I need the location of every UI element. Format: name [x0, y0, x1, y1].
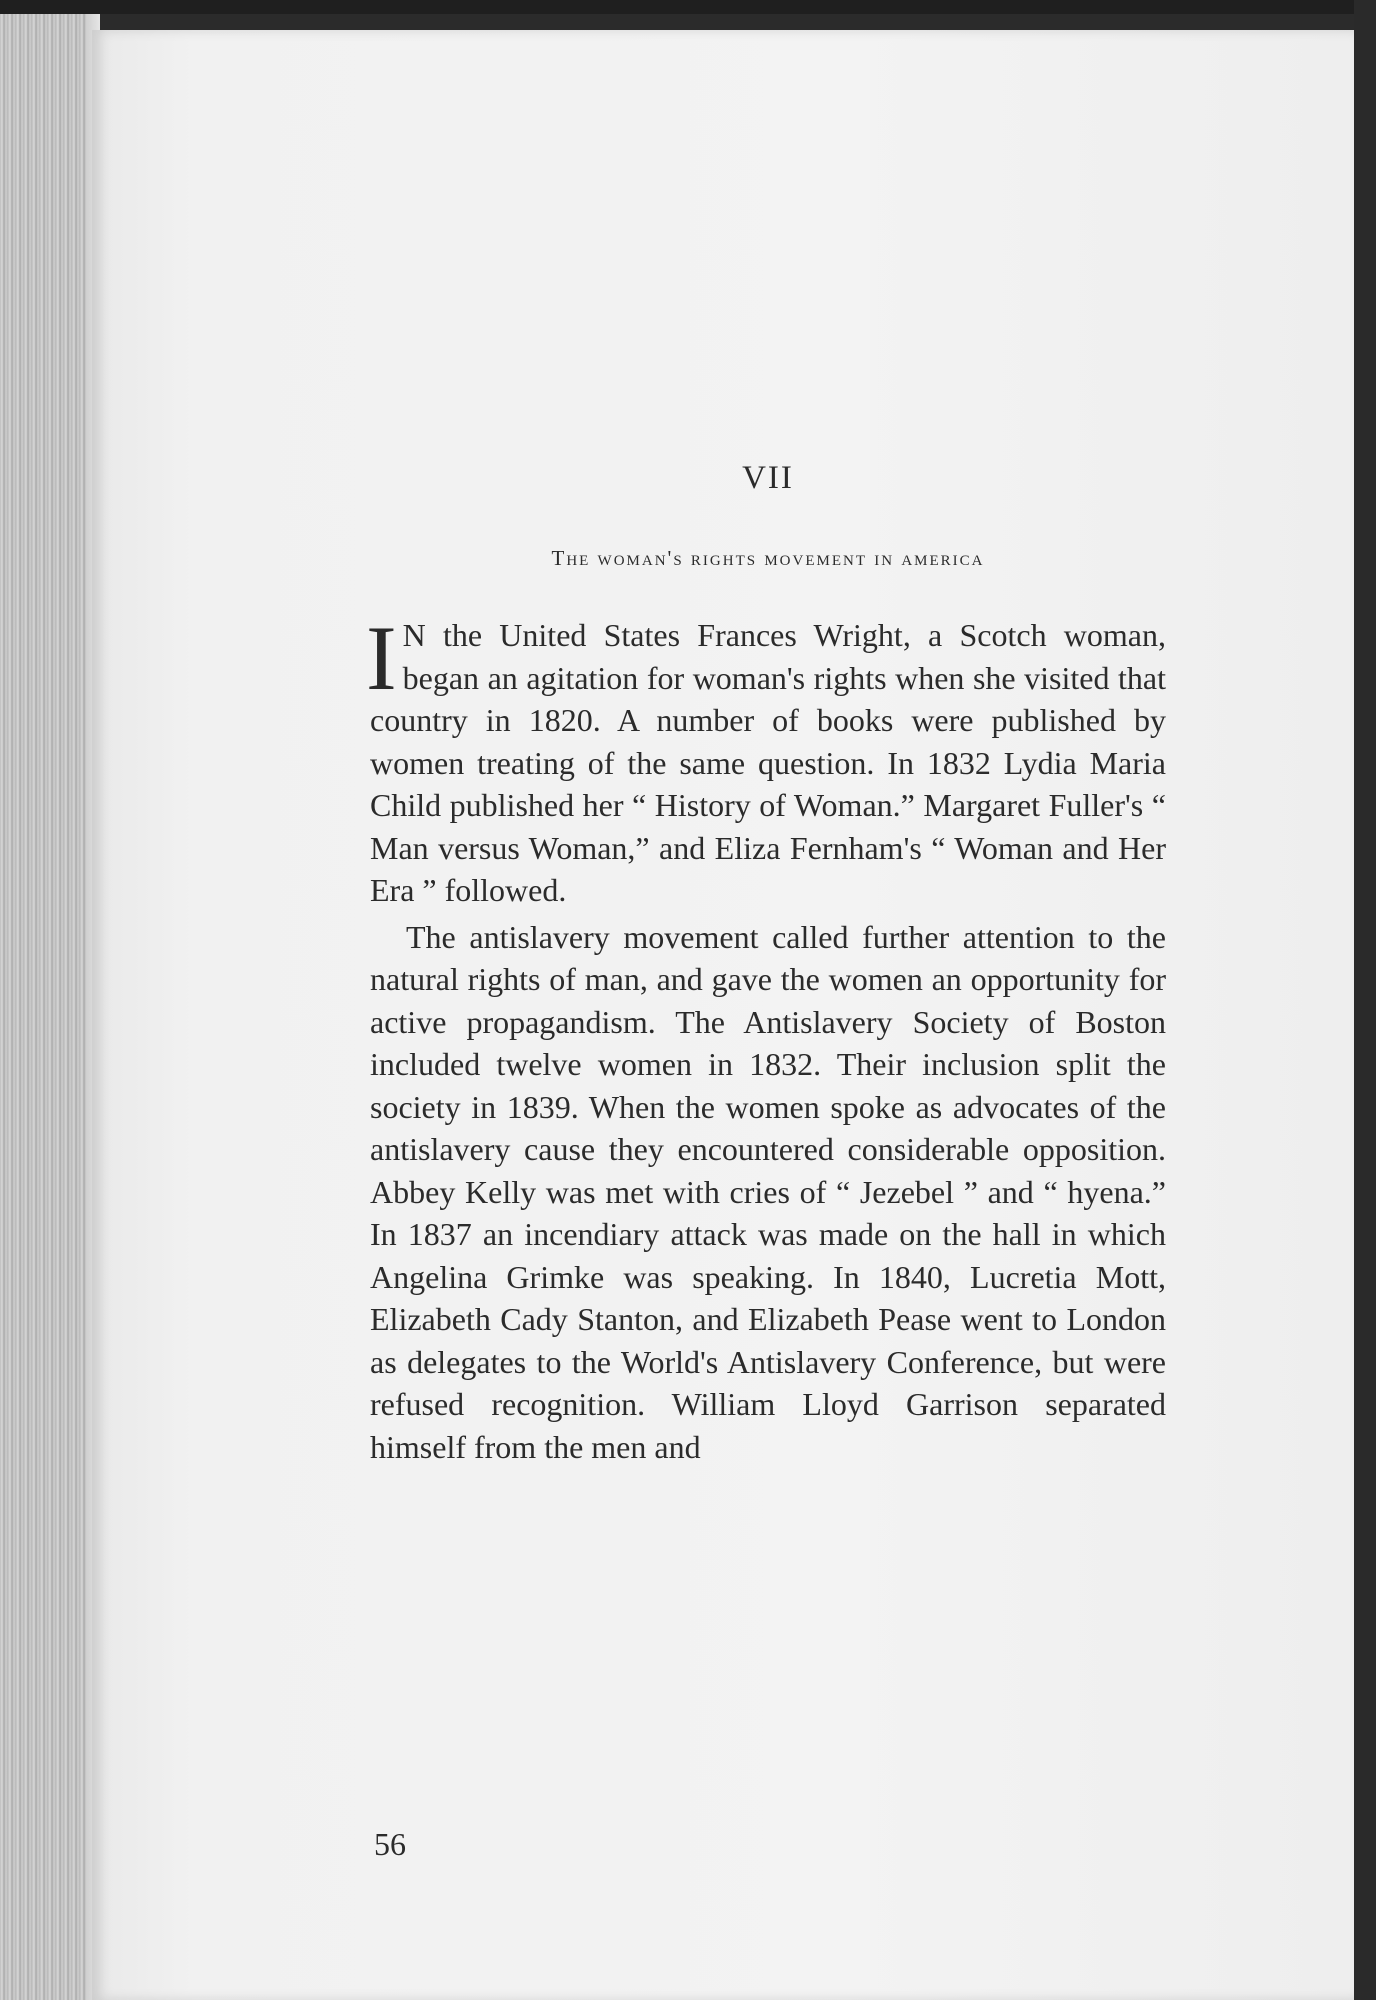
book-page-edges: [0, 14, 100, 2000]
page-number: 56: [374, 1826, 406, 1862]
paragraph-1-text: N the United States Frances Wright, a Scotch woman, began an agitation for woman's rights when she visited that country in 1820. A number of books were published by women treating of the same question. In 1832 Lydia Maria Child published her “ History of Woman.” Margaret Fuller's “ Man versus Woman,” and Eliza Fernham's “ Woman and Her Era ” followed.: [370, 617, 1166, 908]
scan-right-border: [1354, 0, 1376, 2000]
chapter-number: VII: [742, 460, 794, 496]
chapter-title: The woman's rights movement in america: [551, 546, 985, 570]
drop-cap: I: [366, 607, 397, 709]
paragraph-2: The antislavery movement called further attention to the natural rights of man, and gave the women an opportunity for active propagandism. The Antislavery Society of Boston included twelve women in 1832. Their inclusion split the society in 1839. When the women spoke as advocates of the antislavery cause they encountered considerable opposition. Abbey Kelly was met with cries of “ Jezebel ” and “ hyena.” In 1837 an incendiary attack was made on the hall in which Angelina Grimke was speaking. In 1840, Lucretia Mott, Elizabeth Cady Stanton, and Elizabeth Pease went to London as delegates to the World's Antislavery Conference, but were refused recognition. William Lloyd Garrison separated himself from the men and: [370, 918, 1166, 1465]
paragraph-1: [366, 607, 1166, 912]
scan-top-border: [0, 0, 1376, 14]
page-text-block: [366, 460, 1166, 1468]
